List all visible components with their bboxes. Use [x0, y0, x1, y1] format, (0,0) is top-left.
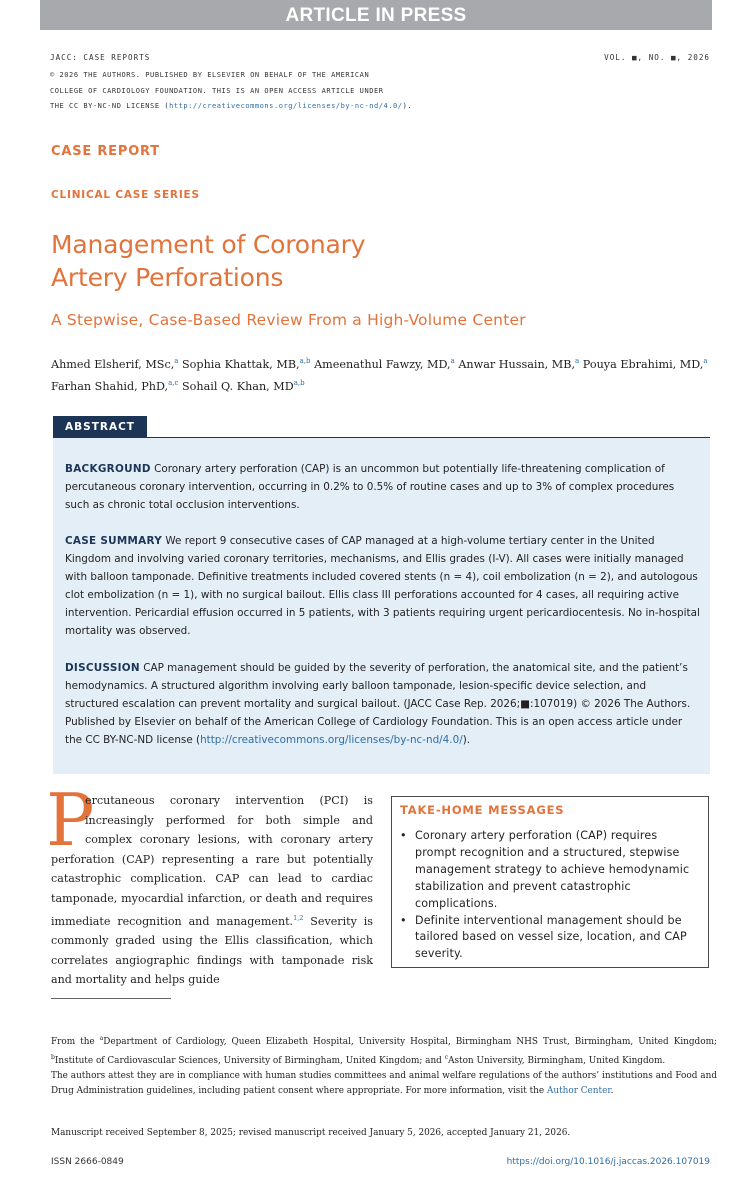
abstract-background: [65, 460, 700, 514]
background-heading: BACKGROUND: [65, 463, 151, 475]
reference-link[interactable]: 1,2: [293, 913, 304, 922]
author: Sophia Khattak, MB,: [182, 358, 300, 371]
affiliation-mark[interactable]: a,b: [299, 357, 311, 365]
affiliation-mark[interactable]: a,b: [293, 379, 305, 387]
affiliation-text: From the $^a$Department of Cardiology, Queen Elizabeth Hospital, University Hospital, Birmingham NHS Trust, Birmingham, United Kingdom; $^b$Institute of Cardiovascular Sciences, University of Birmingham, United Kingdom; and $^c$Aston University, Birmingham, United Kingdom.: [51, 1035, 717, 1066]
discussion-text: CAP management should be guided by the severity of perforation, the anatomical site, and the patient’s hemodynamics. A structured algorithm involving early balloon tamponade, lesion-specific device selection, and structured escalation can prevent mortality and surgical bailout. (JACC Case Rep. 2026;■:107019) © 2026 The Authors. Published by Elsevier on behalf of the American College of Cardiology Foundation. This is an open access article under the CC BY-NC-ND license (: [65, 662, 691, 746]
doi-link[interactable]: https://doi.org/10.1016/j.jaccas.2026.107019: [506, 1157, 710, 1167]
body-text-b: Severity is commonly graded using the Ellis classification, which correlates angiographic findings with tamponade risk and mortality and helps guide: [51, 914, 373, 987]
take-home-list: [400, 828, 700, 963]
copyright-line-1: © 2026 THE AUTHORS. PUBLISHED BY ELSEVIER ON BEHALF OF THE AMERICAN: [50, 71, 370, 79]
journal-name: JACC: CASE REPORTS: [50, 53, 151, 62]
author-list: [51, 352, 716, 396]
issn: ISSN 2666-0849: [51, 1157, 124, 1167]
license-link[interactable]: http://creativecommons.org/licenses/by-nc-nd/4.0/: [200, 734, 463, 746]
compliance-statement: The authors attest they are in compliance with human studies committees and animal welfare regulations of the authors’ institutions and Food and Drug Administration guidelines, including patient consent where appropriate. For more information, visit the Author Center.: [51, 1071, 717, 1096]
author: Pouya Ebrahimi, MD,: [582, 358, 704, 371]
copyright-line-2: COLLEGE OF CARDIOLOGY FOUNDATION. THIS IS AN OPEN ACCESS ARTICLE UNDER: [50, 86, 384, 95]
case-summary-heading: CASE SUMMARY: [65, 535, 163, 547]
affiliation-mark[interactable]: a: [575, 357, 580, 365]
background-text: Coronary artery perforation (CAP) is an uncommon but potentially life-threatening complication of percutaneous coronary intervention, occurring in 0.2% to 0.5% of routine cases and up to 3% of complex procedures such as chronic total occlusion interventions.: [65, 463, 675, 511]
take-home-box: [391, 796, 709, 968]
article-subtitle: A Stepwise, Case-Based Review From a High-Volume Center: [51, 311, 526, 329]
article-in-press-banner: ARTICLE IN PRESS: [40, 0, 712, 30]
author-center-link[interactable]: Author Center: [546, 1086, 611, 1096]
article-title: [51, 228, 571, 294]
footnote-divider: [51, 998, 171, 999]
discussion-heading: DISCUSSION: [65, 662, 140, 674]
author: Ahmed Elsherif, MSc,: [51, 358, 175, 371]
abstract-case-summary: [65, 532, 700, 640]
article-category: CASE REPORT: [51, 144, 160, 159]
copyright-line-3: THE CC BY-NC-ND LICENSE (http://creativecommons.org/licenses/by-nc-nd/4.0/).: [50, 102, 413, 110]
title-line-1: Management of Coronary: [51, 230, 366, 259]
affiliation-mark[interactable]: a: [174, 357, 179, 365]
article-subcategory: CLINICAL CASE SERIES: [51, 189, 200, 201]
author: Ameenathul Fawzy, MD,: [314, 358, 451, 371]
abstract-discussion: DISCUSSION CAP management should be guided by the severity of perforation, the anatomical site, and the patient’s hemodynamics. A structured algorithm involving early balloon tamponade, lesion-specific device selection, and structured escalation can prevent mortality and surgical bailout. (JACC Case Rep. 2026;■:107019) © 2026 The Authors. Published by Elsevier on behalf of the American College of Cardiology Foundation. This is an open access article under the CC BY-NC-ND license (http://creativecommons.org/licenses/by-nc-nd/4.0/).: [65, 662, 691, 746]
author: Sohail Q. Khan, MD: [182, 380, 294, 393]
volume-info: VOL. ■, NO. ■, 2026: [604, 53, 710, 62]
license-link[interactable]: http://creativecommons.org/licenses/by-nc-nd/4.0/: [169, 102, 403, 110]
body-text-a: ercutaneous coronary intervention (PCI) is increasingly performed for both simple and complex coronary lesions, with coronary artery perforation (CAP) representing a rare but potentially catastrophic complication. CAP can lead to cardiac tamponade, myocardial infarction, or death and requires immediate recognition and management.: [51, 794, 373, 928]
bullet-icon: •: [400, 913, 407, 927]
bullet-icon: •: [400, 829, 407, 842]
affiliation-mark[interactable]: a: [450, 357, 455, 365]
body-paragraph: [51, 791, 373, 990]
list-item: • Coronary artery perforation (CAP) requires prompt recognition and a structured, stepwise management strategy to achieve hemodynamic stabilization and prevent catastrophic complications.: [400, 829, 690, 910]
abstract-label: ABSTRACT: [53, 416, 147, 438]
author: Anwar Hussain, MB,: [458, 358, 576, 371]
take-home-title: TAKE-HOME MESSAGES: [400, 803, 565, 817]
author: Farhan Shahid, PhD,: [51, 380, 169, 393]
affiliation-mark[interactable]: a: [703, 357, 708, 365]
manuscript-dates: Manuscript received September 8, 2025; revised manuscript received January 5, 2026, accepted January 21, 2026.: [51, 1128, 571, 1138]
list-item: • Definite interventional management should be tailored based on vessel size, location, and CAP severity.: [400, 913, 687, 961]
title-line-2: Artery Perforations: [51, 263, 284, 292]
drop-cap: P: [46, 778, 95, 862]
copyright-notice: [50, 68, 470, 115]
affiliations: [51, 1031, 717, 1099]
case-summary-text: We report 9 consecutive cases of CAP managed at a high-volume tertiary center in the United Kingdom and involving varied coronary territories, mechanisms, and Ellis grades (I-V). All cases were initially managed with balloon tamponade. Definitive treatments included covered stents (n = 4), coil embolization (n = 2), and autologous clot embolization (n = 1), with no surgical bailout. Ellis class III perforations accounted for 4 cases, all requiring active intervention. Pericardial effusion occurred in 5 patients, with 3 patients requiring urgent pericardiocentesis. No in-hospital mortality was observed.: [65, 535, 700, 637]
affiliation-mark[interactable]: a,c: [168, 379, 179, 387]
